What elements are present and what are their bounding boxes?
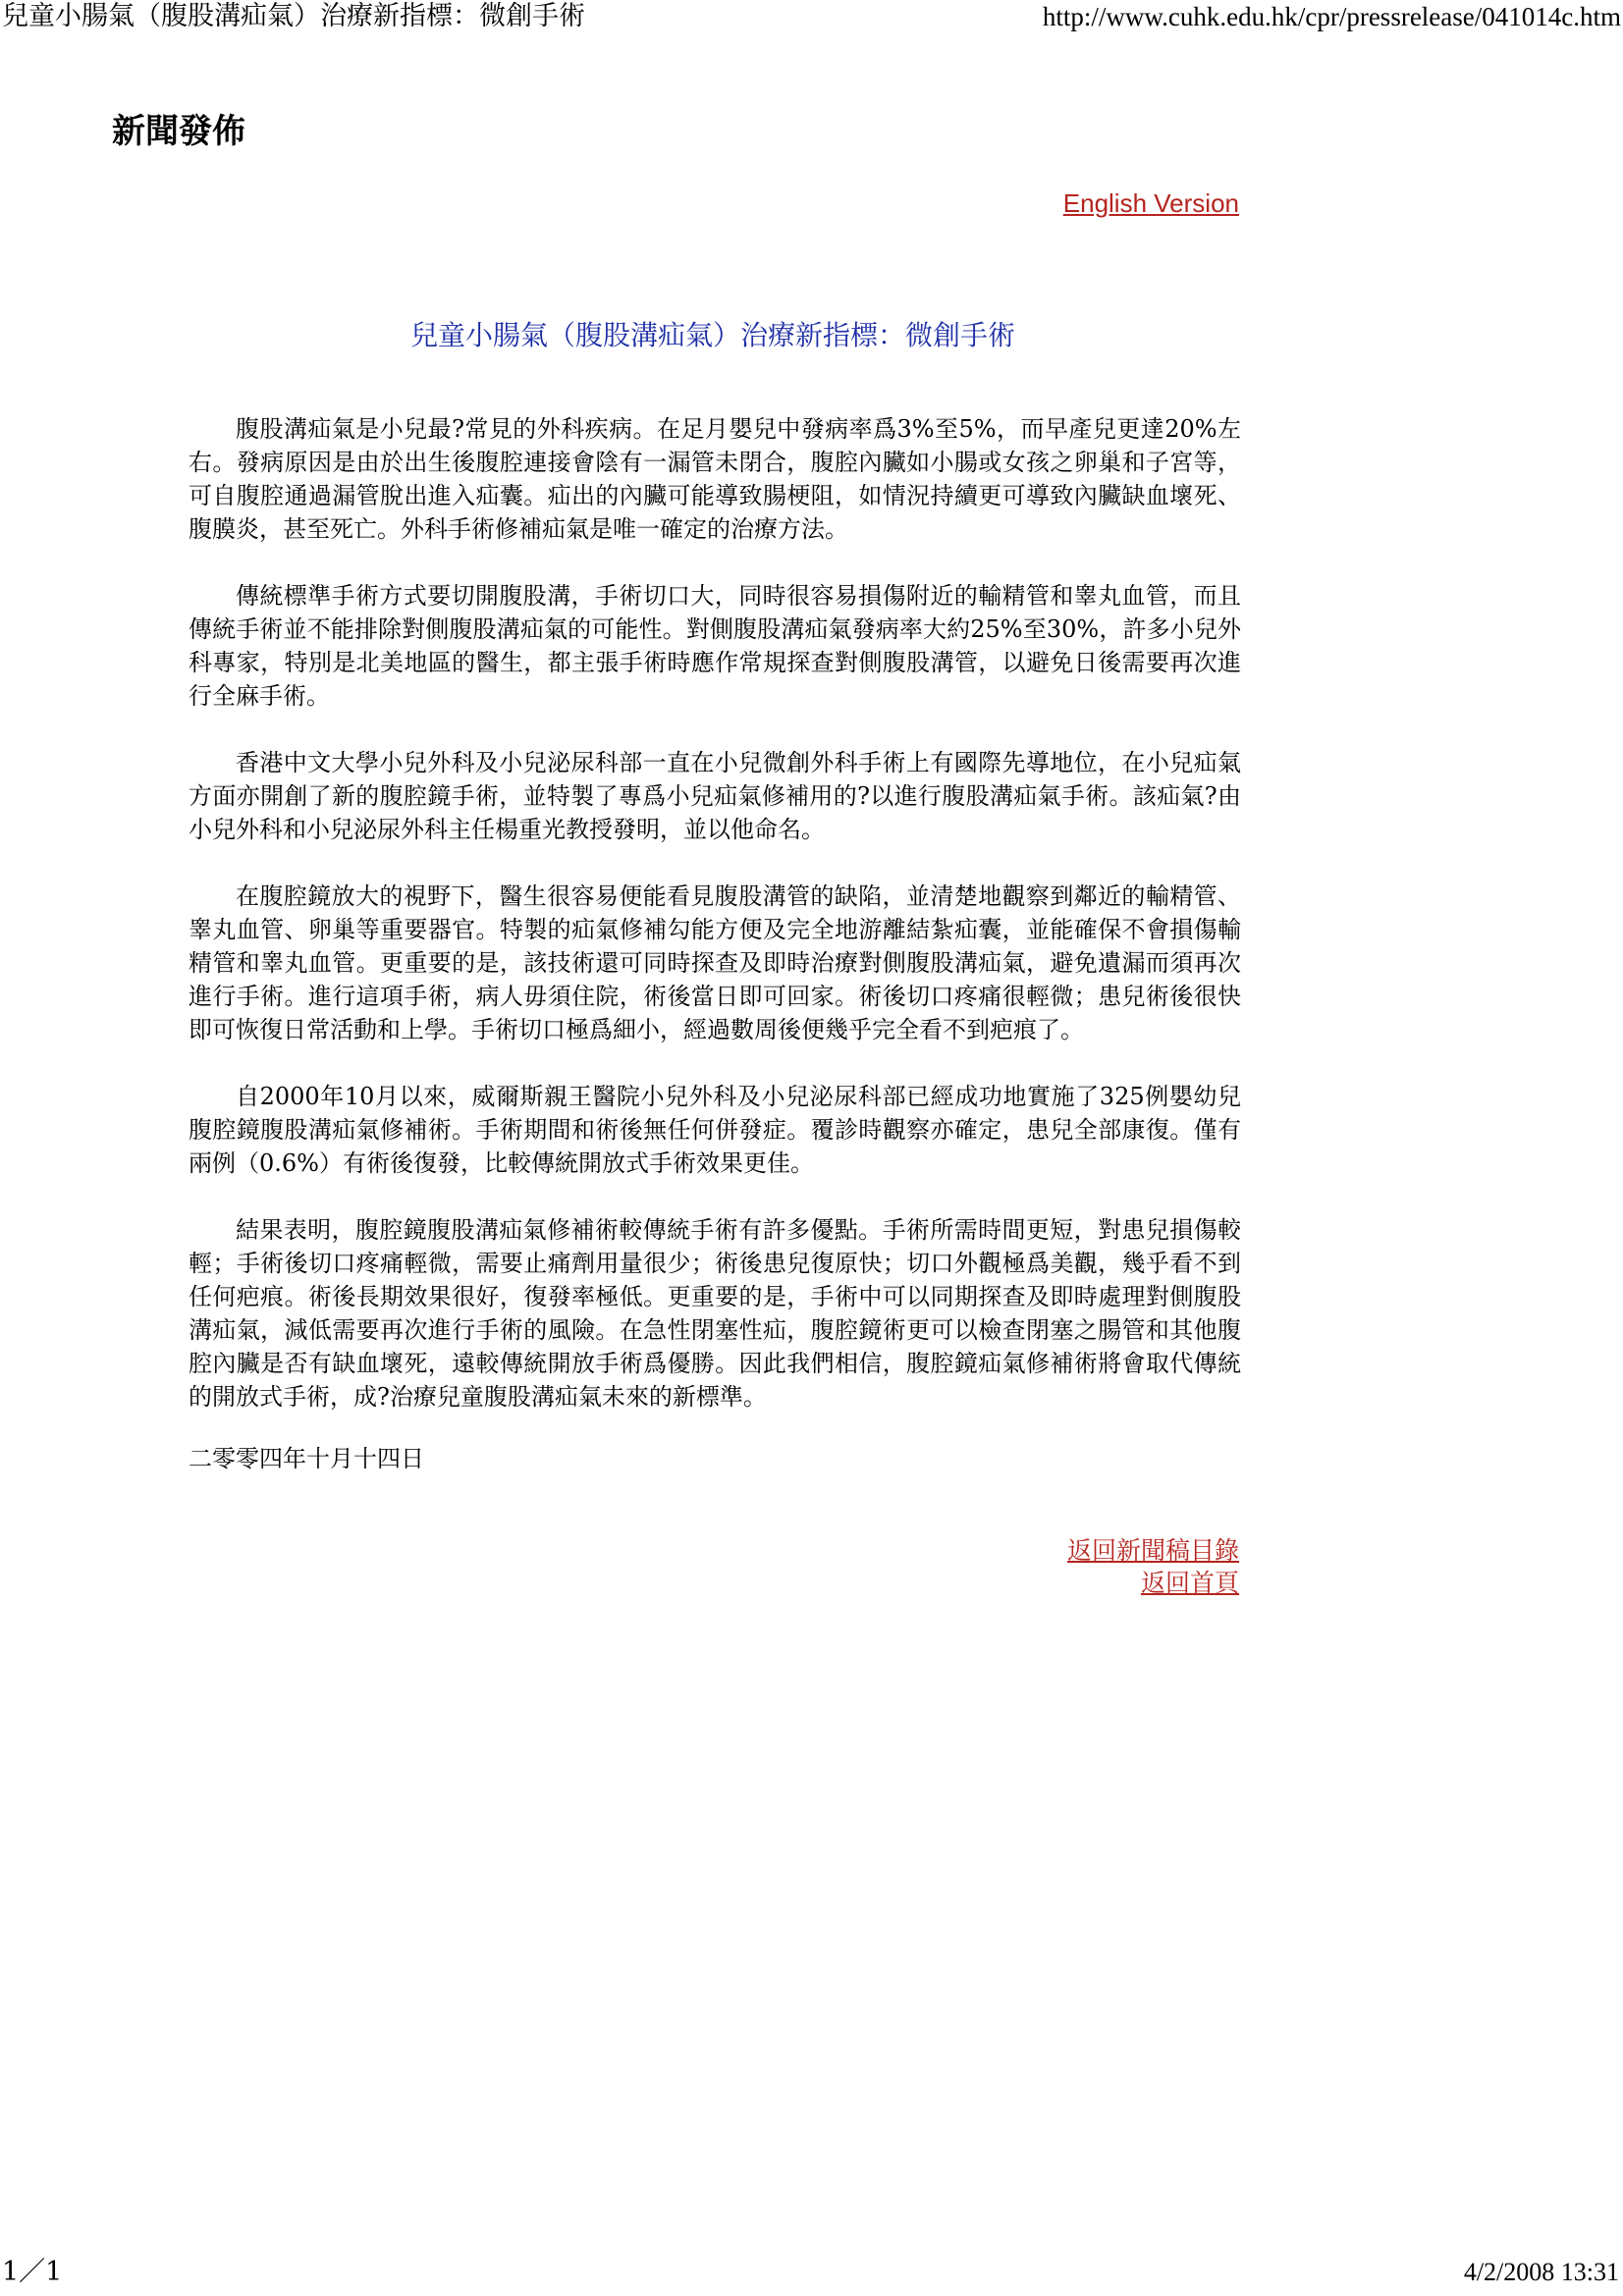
article-body	[189, 412, 1241, 1447]
print-header-page-title: 兒童小腸氣（腹股溝疝氣）治療新指標：微創手術	[2, 1, 585, 31]
release-date: 二零零四年十月十四日	[189, 1445, 424, 1472]
back-to-press-list-link[interactable]: 返回新聞稿目錄	[1066, 1536, 1239, 1565]
article-paragraph: 結果表明，腹腔鏡腹股溝疝氣修補術較傳統手術有許多優點。手術所需時間更短，對患兒損傷較輕；手術後切口疼痛輕微，需要止痛劑用量很少；術後患兒復原快；切口外觀極爲美觀，幾乎看不到任何疤痕。術後長期效果很好，復發率極低。更重要的是，手術中可以同期探查及即時處理對側腹股溝疝氣，減低需要再次進行手術的風險。在急性閉塞性疝，腹腔鏡術更可以檢查閉塞之腸管和其他腹腔內臟是否有缺血壞死，遠較傳統開放手術爲優勝。因此我們相信，腹腔鏡疝氣修補術將會取代傳統的開放式手術，成?治療兒童腹股溝疝氣未來的新標準。	[189, 1216, 1241, 1411]
article-paragraph: 在腹腔鏡放大的視野下，醫生很容易便能看見腹股溝管的缺陷，並清楚地觀察到鄰近的輸精管、睾丸血管、卵巢等重要器官。特製的疝氣修補勾能方便及完全地游離結紮疝囊，並能確保不會損傷輸精管和睾丸血管。更重要的是，該技術還可同時探查及即時治療對側腹股溝疝氣，避免遺漏而須再次進行手術。進行這項手術，病人毋須住院，術後當日即可回家。術後切口疼痛很輕微；患兒術後很快即可恢復日常活動和上學。手術切口極爲細小，經過數周後便幾乎完全看不到疤痕了。	[189, 882, 1241, 1043]
english-version-link[interactable]: English Version	[1062, 188, 1239, 218]
back-to-home-link[interactable]: 返回首頁	[1140, 1569, 1239, 1597]
print-footer-page-number: 1／1	[2, 2257, 63, 2287]
article-paragraph: 傳統標準手術方式要切開腹股溝，手術切口大，同時很容易損傷附近的輸精管和睾丸血管，而且傳統手術並不能排除對側腹股溝疝氣的可能性。對側腹股溝疝氣發病率大約25%至30%，許多小兒外科專家，特別是北美地區的醫生，都主張手術時應作常規探查對側腹股溝管，以避免日後需要再次進行全麻手術。	[189, 582, 1241, 710]
article-paragraph: 腹股溝疝氣是小兒最?常見的外科疾病。在足月嬰兒中發病率爲3%至5%，而早產兒更達20%左右。發病原因是由於出生後腹腔連接會陰有一漏管未閉合，腹腔內臟如小腸或女孩之卵巢和子宮等，可自腹腔通過漏管脫出進入疝囊。疝出的內臟可能導致腸梗阻，如情況持續更可導致內臟缺血壞死、腹膜炎，甚至死亡。外科手術修補疝氣是唯一確定的治療方法。	[189, 415, 1241, 543]
article-paragraph: 自2000年10月以來，威爾斯親王醫院小兒外科及小兒泌尿科部已經成功地實施了325例嬰幼兒腹腔鏡腹股溝疝氣修補術。手術期間和術後無任何併發症。覆診時觀察亦確定，患兒全部康復。僅有兩例（0.6%）有術後復發，比較傳統開放式手術效果更佳。	[189, 1083, 1241, 1177]
article-title: 兒童小腸氣（腹股溝疝氣）治療新指標：微創手術	[409, 319, 1015, 351]
print-footer-datetime: 4/2/2008 13:31	[1463, 2258, 1619, 2286]
footer-links	[1067, 1534, 1239, 1599]
article-paragraph: 香港中文大學小兒外科及小兒泌尿科部一直在小兒微創外科手術上有國際先導地位，在小兒疝氣方面亦開創了新的腹腔鏡手術，並特製了專爲小兒疝氣修補用的?以進行腹股溝疝氣手術。該疝氣?由小兒外科和小兒泌尿外科主任楊重光教授發明，並以他命名。	[189, 749, 1241, 843]
section-title: 新聞發佈	[112, 112, 245, 151]
print-header-url: http://www.cuhk.edu.hk/cpr/pressrelease/041014c.htm	[1042, 2, 1621, 31]
